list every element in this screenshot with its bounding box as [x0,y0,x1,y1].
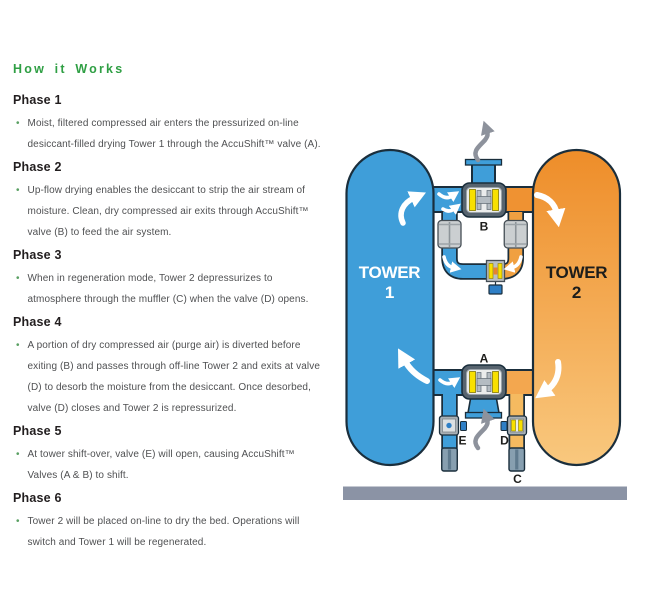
bullet-icon: • [16,118,20,129]
solenoid-d [501,422,507,431]
phase-text: Moist, filtered compressed air enters the pressurized on-line desiccant-filled drying Tower 1 through the AccuShift™ valve (A). [27,118,321,150]
phase-title: Phase 5 [13,424,62,438]
accushift-valve-b [462,183,506,217]
phase-text: When in regeneration mode, Tower 2 depressurizes to atmosphere through the muffler (C) when the valve (D) opens. [27,273,309,305]
muffler-c [509,448,525,471]
phase-text: At tower shift-over, valve (E) will open, causing AccuShift™ Valves (A & B) to shift. [27,449,295,481]
purge-tag [489,285,502,294]
outlet-stub [466,160,502,187]
valve-e [440,416,467,435]
phase-block-2 [13,160,325,243]
valve-d [501,416,527,435]
valve-a-label: A [479,351,489,366]
bullet-icon: • [16,273,20,284]
bullet-icon: • [16,185,20,196]
phase-title: Phase 3 [13,248,62,262]
valve-d-label: D [500,433,509,448]
phase-title: Phase 4 [13,315,62,329]
muffler-left [442,448,458,471]
phase-text: Up-flow drying enables the desiccant to strip the air stream of moisture. Clean, dry compressed air exits through AccuShift™ valve (B) to feed the air system. [27,185,309,238]
purge-orifice-valve [487,261,505,295]
check-valve-right [504,221,527,249]
accushift-valve-a [462,365,506,399]
bullet-icon: • [16,449,20,460]
phase-block-3 [13,248,325,310]
exhaust-air-arrow-icon [475,131,487,160]
how-it-works-panel [13,62,325,558]
bullet-icon: • [16,516,20,527]
solenoid-e [461,422,467,431]
base-bar [343,487,627,501]
check-valve-left [438,221,461,249]
inlet-flange [466,413,502,419]
bullet-icon: • [16,340,20,351]
phase-title: Phase 6 [13,491,62,505]
outlet-flange [466,160,502,166]
inlet-air-arrow-icon [475,419,487,448]
tower-2-number: 2 [571,283,582,302]
phase-title: Phase 2 [13,160,62,174]
phase-block-6 [13,491,325,553]
tower-1-label: TOWER [358,263,421,282]
dryer-diagram [330,0,650,605]
muffler-c-label: C [513,472,522,486]
phase-title: Phase 1 [13,93,62,107]
section-heading: How it Works [13,62,125,76]
tower-1-number: 1 [384,283,395,302]
valve-b-label: B [479,219,489,234]
valve-e-label: E [458,433,467,448]
flow-arrow-pipe-b2 [443,209,454,211]
phase-block-5 [13,424,325,486]
phase-block-4 [13,315,325,419]
phase-block-1 [13,93,325,155]
phase-text: A portion of dry compressed air (purge air) is diverted before exiting (B) and passes through off-line Tower 2 and exits at valve (D) to desorb the moisture from the desiccant. Once desorbed, valve (D) closes and Tower 2 is repressurized. [27,340,321,414]
tower-2-label: TOWER [545,263,608,282]
tower-1 [347,150,434,465]
phase-text: Tower 2 will be placed on-line to dry the bed. Operations will switch and Tower 1 will be regenerated. [27,516,300,548]
